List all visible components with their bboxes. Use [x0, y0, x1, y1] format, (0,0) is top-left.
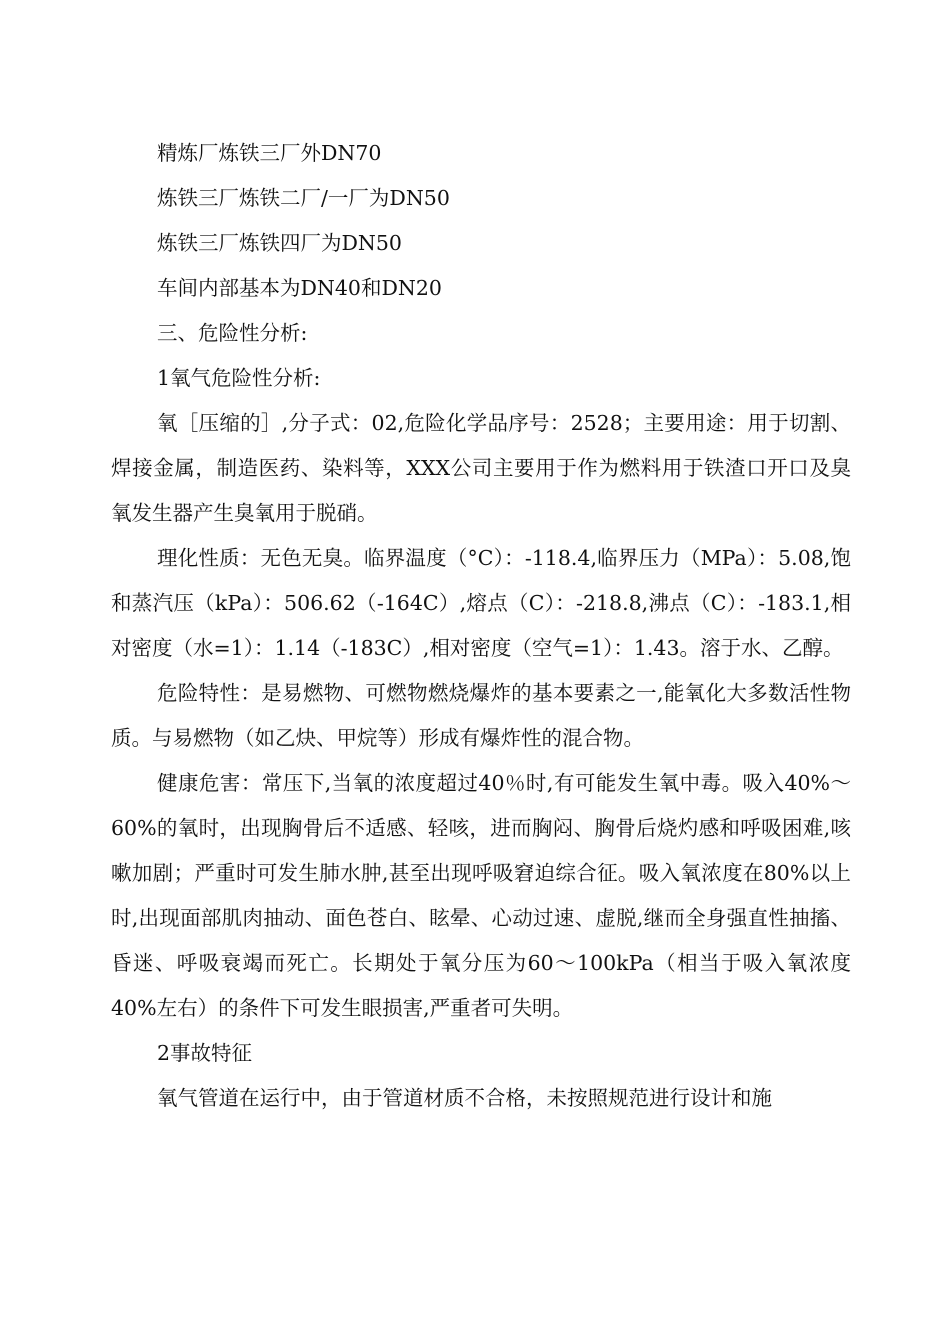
- pipe-line-2: 炼铁三厂炼铁二厂/一厂为DN50: [157, 186, 450, 210]
- physical-properties-paragraph: 理化性质：无色无臭。临界温度（°C）：-118.4,临界压力（MPa）：5.08,饱和蒸汽压（kPa）：506.62（-164C）,熔点（C）：-218.8,沸点（C）：-183.1,相对密度（水=1）：1.14（-183C）,相对密度（空气=1）：1.43。溶于水、乙醇。: [111, 546, 851, 660]
- hazard-characteristics-paragraph: 危险特性：是易燃物、可燃物燃烧爆炸的基本要素之一,能氧化大多数活性物质。与易燃物（如乙炔、甲烷等）形成有爆炸性的混合物。: [111, 681, 851, 750]
- health-hazard-paragraph: 健康危害：常压下,当氧的浓度超过40％时,有可能发生氧中毒。吸入40%〜60%的氧时，出现胸骨后不适感、轻咳，进而胸闷、胸骨后烧灼感和呼吸困难,咳嗽加剧；严重时可发生肺水肿,甚至出现呼吸窘迫综合征。吸入氧浓度在80%以上时,出现面部肌肉抽动、面色苍白、眩晕、心动过速、虚脱,继而全身强直性抽搐、昏迷、呼吸衰竭而死亡。长期处于氧分压为60〜100kPa（相当于吸入氧浓度40%左右）的条件下可发生眼损害,严重者可失明。: [111, 771, 851, 1020]
- section-3-heading: 三、危险性分析:: [157, 321, 308, 345]
- subsection-2-heading: 2事故特征: [157, 1041, 253, 1065]
- oxygen-identity-paragraph: 氧［压缩的］,分子式：02,危险化学品序号：2528；主要用途：用于切割、焊接金属，制造医药、染料等，XXX公司主要用于作为燃料用于铁渣口开口及臭氧发生器产生臭氧用于脱硝。: [111, 411, 851, 525]
- pipe-line-1: 精炼厂炼铁三厂外DN70: [157, 141, 382, 165]
- document-page: [111, 131, 851, 1121]
- pipe-line-3: 炼铁三厂炼铁四厂为DN50: [157, 231, 402, 255]
- accident-paragraph: 氧气管道在运行中，由于管道材质不合格，未按照规范进行设计和施: [157, 1086, 772, 1110]
- subsection-1-heading: 1氧气危险性分析:: [157, 366, 321, 390]
- pipe-line-4: 车间内部基本为DN40和DN20: [157, 276, 442, 300]
